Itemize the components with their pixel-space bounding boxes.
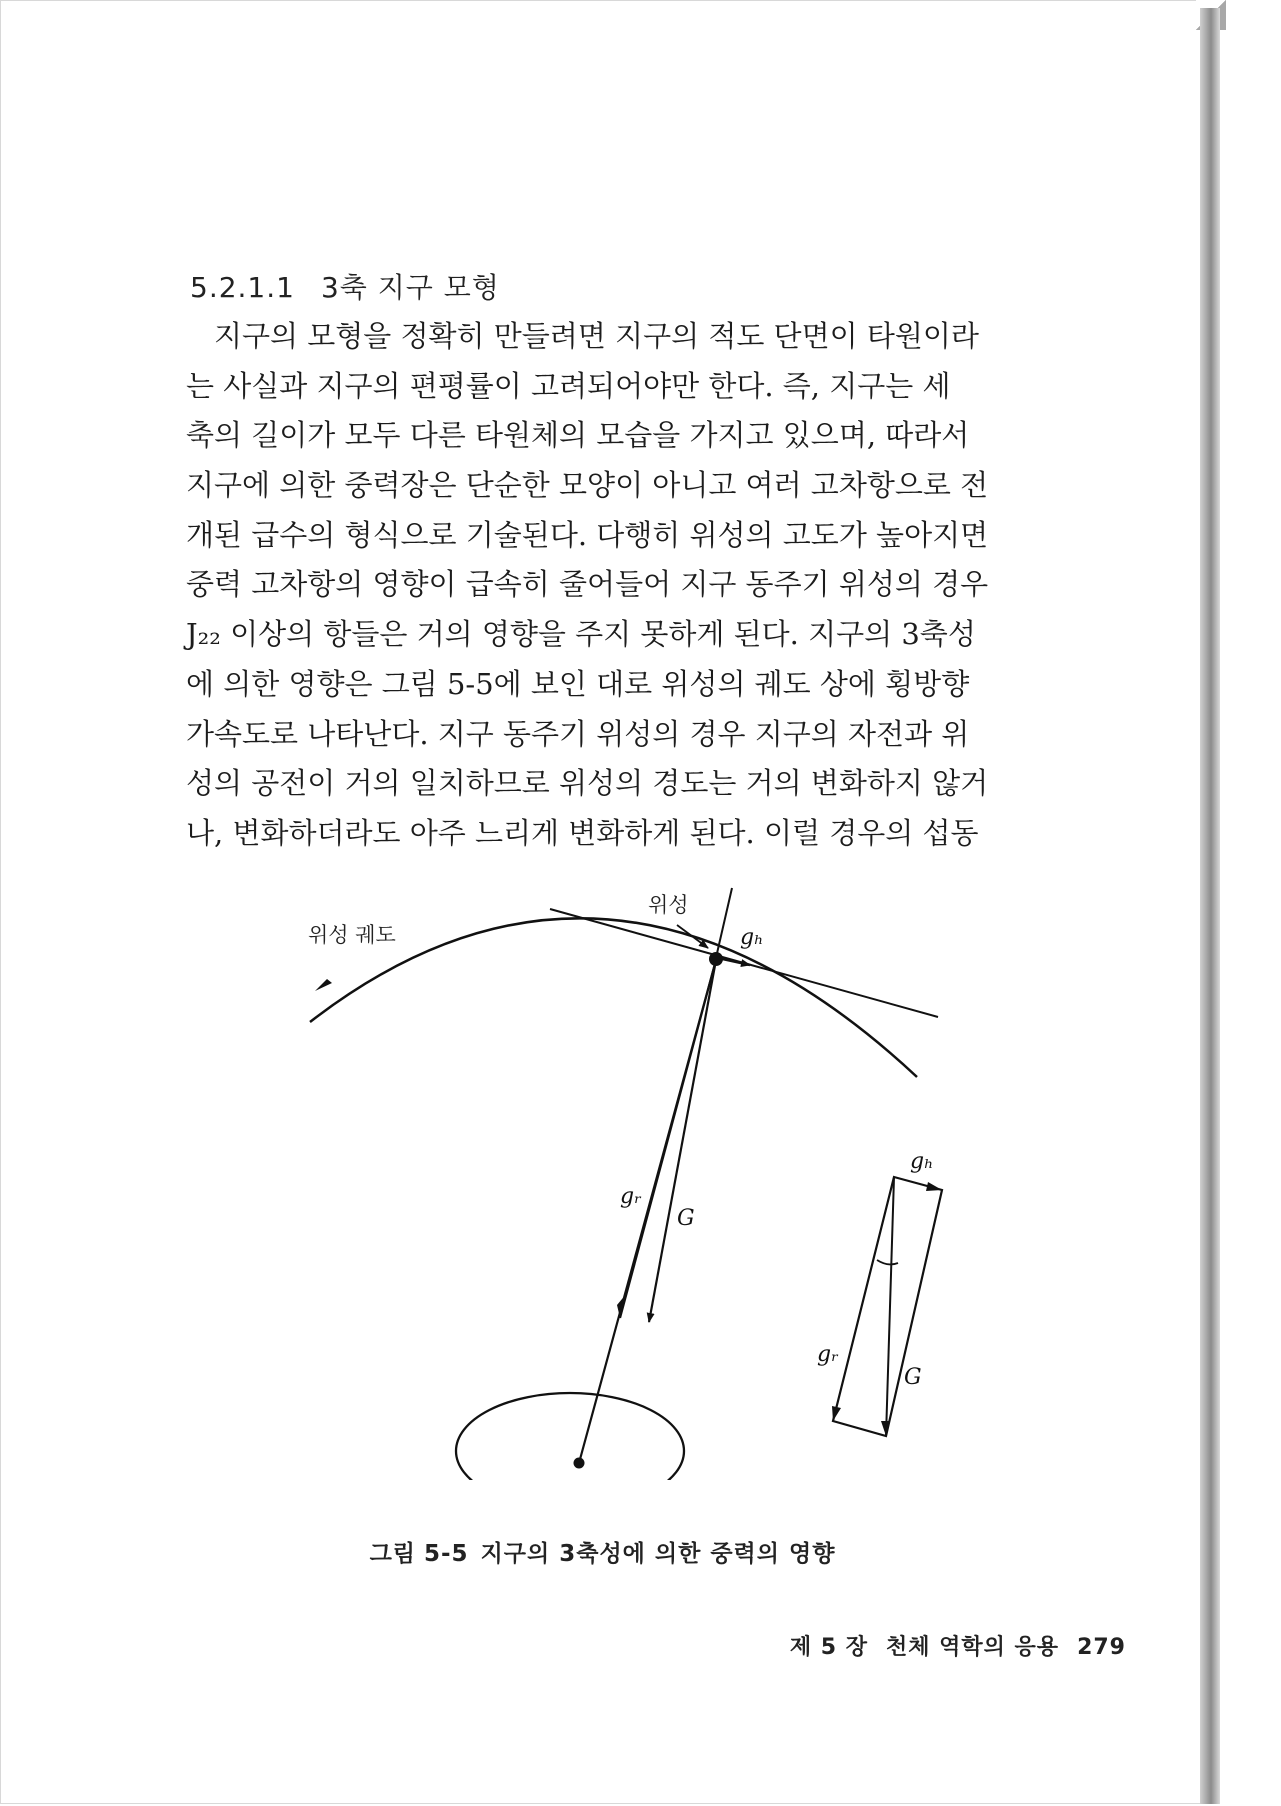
paragraph-line: 지구의 모형을 정확히 만들려면 지구의 적도 단면이 타원이라 xyxy=(214,319,979,353)
label-satellite: 위성 xyxy=(648,893,689,917)
label-gr-left: gᵣ xyxy=(620,1184,642,1209)
label-gh-right: gₕ xyxy=(910,1149,934,1174)
paragraph-line: 성의 공전이 거의 일치하므로 위성의 경도는 거의 변화하지 않거 xyxy=(186,766,989,801)
label-G-left: G xyxy=(677,1206,695,1231)
label-G-right: G xyxy=(904,1365,922,1390)
footer-chapter: 제 5 장 xyxy=(789,1635,868,1660)
paragraph-line: 중력 고차항의 영향이 급속히 줄어들어 지구 동주기 위성의 경우 xyxy=(186,567,989,602)
G-arrow xyxy=(649,960,716,1322)
body-paragraph xyxy=(186,312,1066,859)
page-footer xyxy=(790,1630,1126,1661)
earth-center-dot xyxy=(574,1458,585,1469)
figure-gravity-diagram xyxy=(280,880,1060,1480)
figure-svg xyxy=(280,880,1060,1480)
paragraph-line: 가속도로 나타난다. 지구 동주기 위성의 경우 지구의 자전과 위 xyxy=(186,716,970,751)
caption-text: 지구의 3축성에 의한 중력의 영향 xyxy=(480,1541,836,1567)
section-heading xyxy=(190,266,500,306)
figure-caption xyxy=(0,1535,1205,1568)
paragraph-line: 지구에 의한 중력장은 단순한 모양이 아니고 여러 고차항으로 전 xyxy=(186,468,989,503)
paragraph-line: 축의 길이가 모두 다른 타원체의 모습을 가지고 있으며, 따라서 xyxy=(186,418,970,453)
force-diagram-diagonal xyxy=(886,1177,894,1436)
earth-ellipse xyxy=(456,1393,684,1480)
section-number: 5.2.1.1 xyxy=(190,271,295,304)
satellite-pointer xyxy=(677,925,708,948)
caption-number: 5-5 xyxy=(424,1541,469,1567)
page-number: 279 xyxy=(1077,1635,1126,1660)
label-gh-top: gₕ xyxy=(740,925,764,950)
gh-arrowhead-right xyxy=(926,1182,942,1191)
footer-title: 천체 역학의 응용 xyxy=(885,1635,1060,1660)
paragraph-line: J₂₂ 이상의 항들은 거의 영향을 주지 못하게 된다. 지구의 3축성 xyxy=(186,617,976,652)
section-title: 3축 지구 모형 xyxy=(320,271,500,304)
orbit-direction-arrow xyxy=(315,979,332,991)
label-gr-right: gᵣ xyxy=(817,1342,839,1367)
satellite-orbit xyxy=(310,918,917,1077)
angle-arc xyxy=(877,1260,898,1264)
paragraph-line: 개된 급수의 형식으로 기술된다. 다행히 위성의 고도가 높아지면 xyxy=(186,517,989,552)
caption-prefix: 그림 xyxy=(369,1541,416,1567)
paragraph-line: 는 사실과 지구의 편평률이 고려되어야만 한다. 즉, 지구는 세 xyxy=(186,368,951,403)
label-orbit: 위성 궤도 xyxy=(308,923,396,947)
paragraph-line: 나, 변화하더라도 아주 느리게 변화하게 된다. 이럴 경우의 섭동 xyxy=(186,815,979,850)
paragraph-line: 에 의한 영향은 그림 5-5에 보인 대로 위성의 궤도 상에 횡방향 xyxy=(186,666,970,701)
gravity-line-to-earth xyxy=(579,960,716,1463)
satellite-dot xyxy=(709,952,723,966)
gr-arrowhead-right xyxy=(832,1406,841,1421)
